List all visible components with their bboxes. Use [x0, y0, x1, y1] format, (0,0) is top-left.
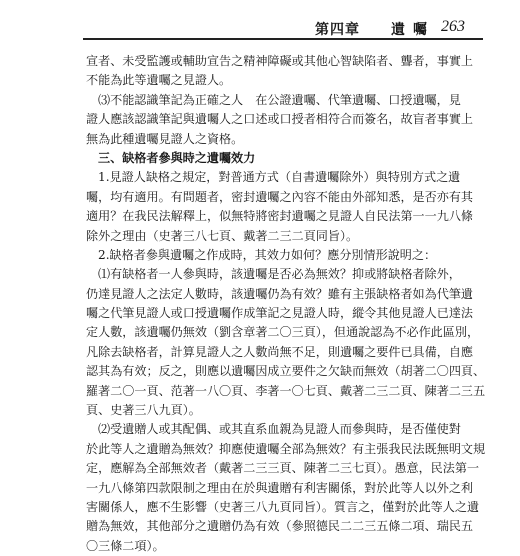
- page-header: [83, 14, 483, 40]
- text-line: ⑴有缺格者一人參與時，該遺囑是否必為無效？抑或將缺格者除外，: [98, 267, 461, 282]
- text-line: 1.見證人缺格之規定，對普通方式（自書遺囑除外）與特別方式之遺: [98, 170, 461, 185]
- text-line: 不能為此等遺囑之見證人。: [86, 73, 232, 88]
- text-line: 於此等人之遺贈為無效？抑應使遺囑全部為無效？有主張我民法既無明文規: [86, 441, 486, 456]
- body-text: [86, 52, 488, 556]
- text-line: 頁、史著三八九頁）。: [86, 403, 201, 418]
- text-line: 囑之代筆見證人或口授遺囑作成筆記之見證人時，縱令其他見證人已達法: [86, 306, 474, 321]
- text-line: 證人應該認識筆記與遺囑人之口述或口授者相符合而簽名，故盲者事實上: [86, 112, 474, 127]
- text-line: 害關係人，應不生影響（史著三八九頁同旨）。質言之，僅對於此等人之遺: [86, 499, 480, 514]
- page-number: 263: [441, 18, 465, 35]
- chapter-title: 遺囑: [391, 22, 435, 38]
- text-line: 贈為無效，其他部分之遺贈仍為有效（參照德民二二三五條二項、瑞民五: [86, 519, 474, 534]
- text-line: 宣者、未受監護或輔助宣告之精神障礙或其他心智缺陷者、聾者，事實上: [86, 54, 474, 68]
- header-rule: [83, 38, 483, 40]
- text-line: 一九八條第四款限制之理由在於與遺贈有利害關係，對於此等人以外之利: [86, 480, 474, 495]
- text-line: 囑，均有適用。有問題者，密封遺囑之內容不能由外部知悉，是否亦有其: [86, 189, 474, 204]
- text-line: 〇三條二項）。: [86, 538, 165, 553]
- text-line: 適用？在我民法解釋上，似無特將密封遺囑之見證人自民法第一一九八條: [86, 209, 474, 224]
- text-line: 定人數，該遺囑仍無效（劉含章著二〇三頁），但通說認為不必作此區別，: [86, 325, 480, 340]
- section-heading: 三、缺格者參與時之遺囑效力: [98, 150, 256, 165]
- text-line: 凡除去缺格者，計算見證人之人數尚無不足，則遺囑之要件已具備，自應: [86, 344, 474, 359]
- text-line: ⑵受遺贈人或其配偶、或其直系血親為見證人而參與時，是否僅使對: [98, 422, 461, 437]
- text-line: 羅著二〇一頁、范著一八〇頁、李著一〇七頁、戴著二三二頁、陳著二三五: [86, 383, 486, 398]
- text-line: 定，應解為全部無效者（戴著二三三頁、陳著二三七頁）。愚意，民法第一: [86, 461, 480, 476]
- text-line: 除外之理由（史著三八七頁、戴著二三二頁同旨）。: [86, 228, 359, 243]
- text-line: ⑶不能認識筆記為正確之人 在公證遺囑、代筆遺囑、口授遺囑，見: [98, 92, 461, 107]
- text-line: 仍達見證人之法定人數時，該遺囑仍為有效？雖有主張缺格者如為代筆遺: [86, 286, 474, 301]
- text-line: 2.缺格者參與遺囑之作成時，其效力如何？應分別情形說明之：: [98, 247, 437, 262]
- text-line: 無為此種遺囑見證人之資格。: [86, 131, 244, 146]
- text-line: 認其為有效；反之，則應以遺囑因成立要件之欠缺而無效（胡著二〇四頁、: [86, 364, 486, 379]
- chapter-number: 第四章: [315, 22, 360, 38]
